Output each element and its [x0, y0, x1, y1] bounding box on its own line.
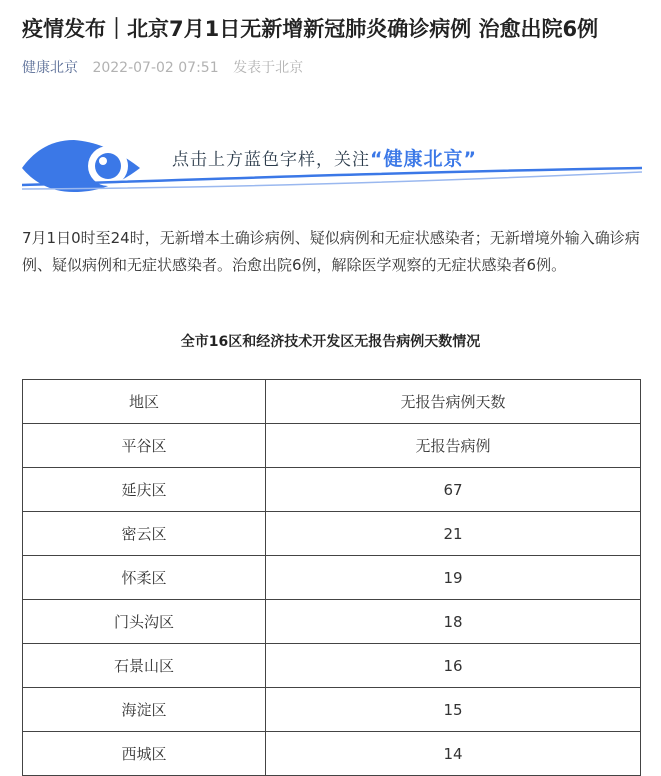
table-header-cell: 地区	[23, 380, 266, 424]
days-cell: 16	[266, 644, 641, 688]
district-cell: 西城区	[23, 732, 266, 776]
banner-prefix: 点击上方蓝色字样，关注	[172, 150, 370, 170]
district-cell: 海淀区	[23, 688, 266, 732]
district-cell: 怀柔区	[23, 556, 266, 600]
table-row	[23, 556, 641, 600]
article-paragraph: 7月1日0时至24时，无新增本土确诊病例、疑似病例和无症状感染者；无新增境外输入确诊病例、疑似病例和无症状感染者。治愈出院6例，解除医学观察的无症状感染者6例。	[22, 229, 640, 274]
publish-time: 2022-07-02 07:51	[92, 60, 219, 76]
days-cell: 18	[266, 600, 641, 644]
table-row	[23, 424, 641, 468]
days-cell: 14	[266, 732, 641, 776]
table-row	[23, 600, 641, 644]
days-cell: 67	[266, 468, 641, 512]
account-name-link[interactable]: 健康北京	[22, 60, 78, 76]
days-cell: 19	[266, 556, 641, 600]
district-cell: 门头沟区	[23, 600, 266, 644]
days-cell: 21	[266, 512, 641, 556]
banner-text	[172, 144, 477, 171]
table-header-row	[23, 380, 641, 424]
district-cell: 密云区	[23, 512, 266, 556]
publish-location: 发表于北京	[233, 60, 304, 76]
table-header-cell: 无报告病例天数	[266, 380, 641, 424]
table-row	[23, 732, 641, 776]
table-row	[23, 688, 641, 732]
banner-brand[interactable]: “健康北京”	[370, 148, 477, 170]
district-cell: 平谷区	[23, 424, 266, 468]
table-row	[23, 512, 641, 556]
district-cell: 石景山区	[23, 644, 266, 688]
days-cell: 无报告病例	[266, 424, 641, 468]
days-cell: 15	[266, 688, 641, 732]
district-cell: 延庆区	[23, 468, 266, 512]
table-row	[23, 468, 641, 512]
follow-banner[interactable]	[22, 128, 642, 198]
district-stats-table	[22, 379, 641, 776]
article-title: 疫情发布｜北京7月1日无新增新冠肺炎确诊病例 治愈出院6例	[22, 17, 599, 41]
table-title: 全市16区和经济技术开发区无报告病例天数情况	[180, 334, 481, 350]
article-meta	[22, 58, 303, 78]
table-row	[23, 644, 641, 688]
